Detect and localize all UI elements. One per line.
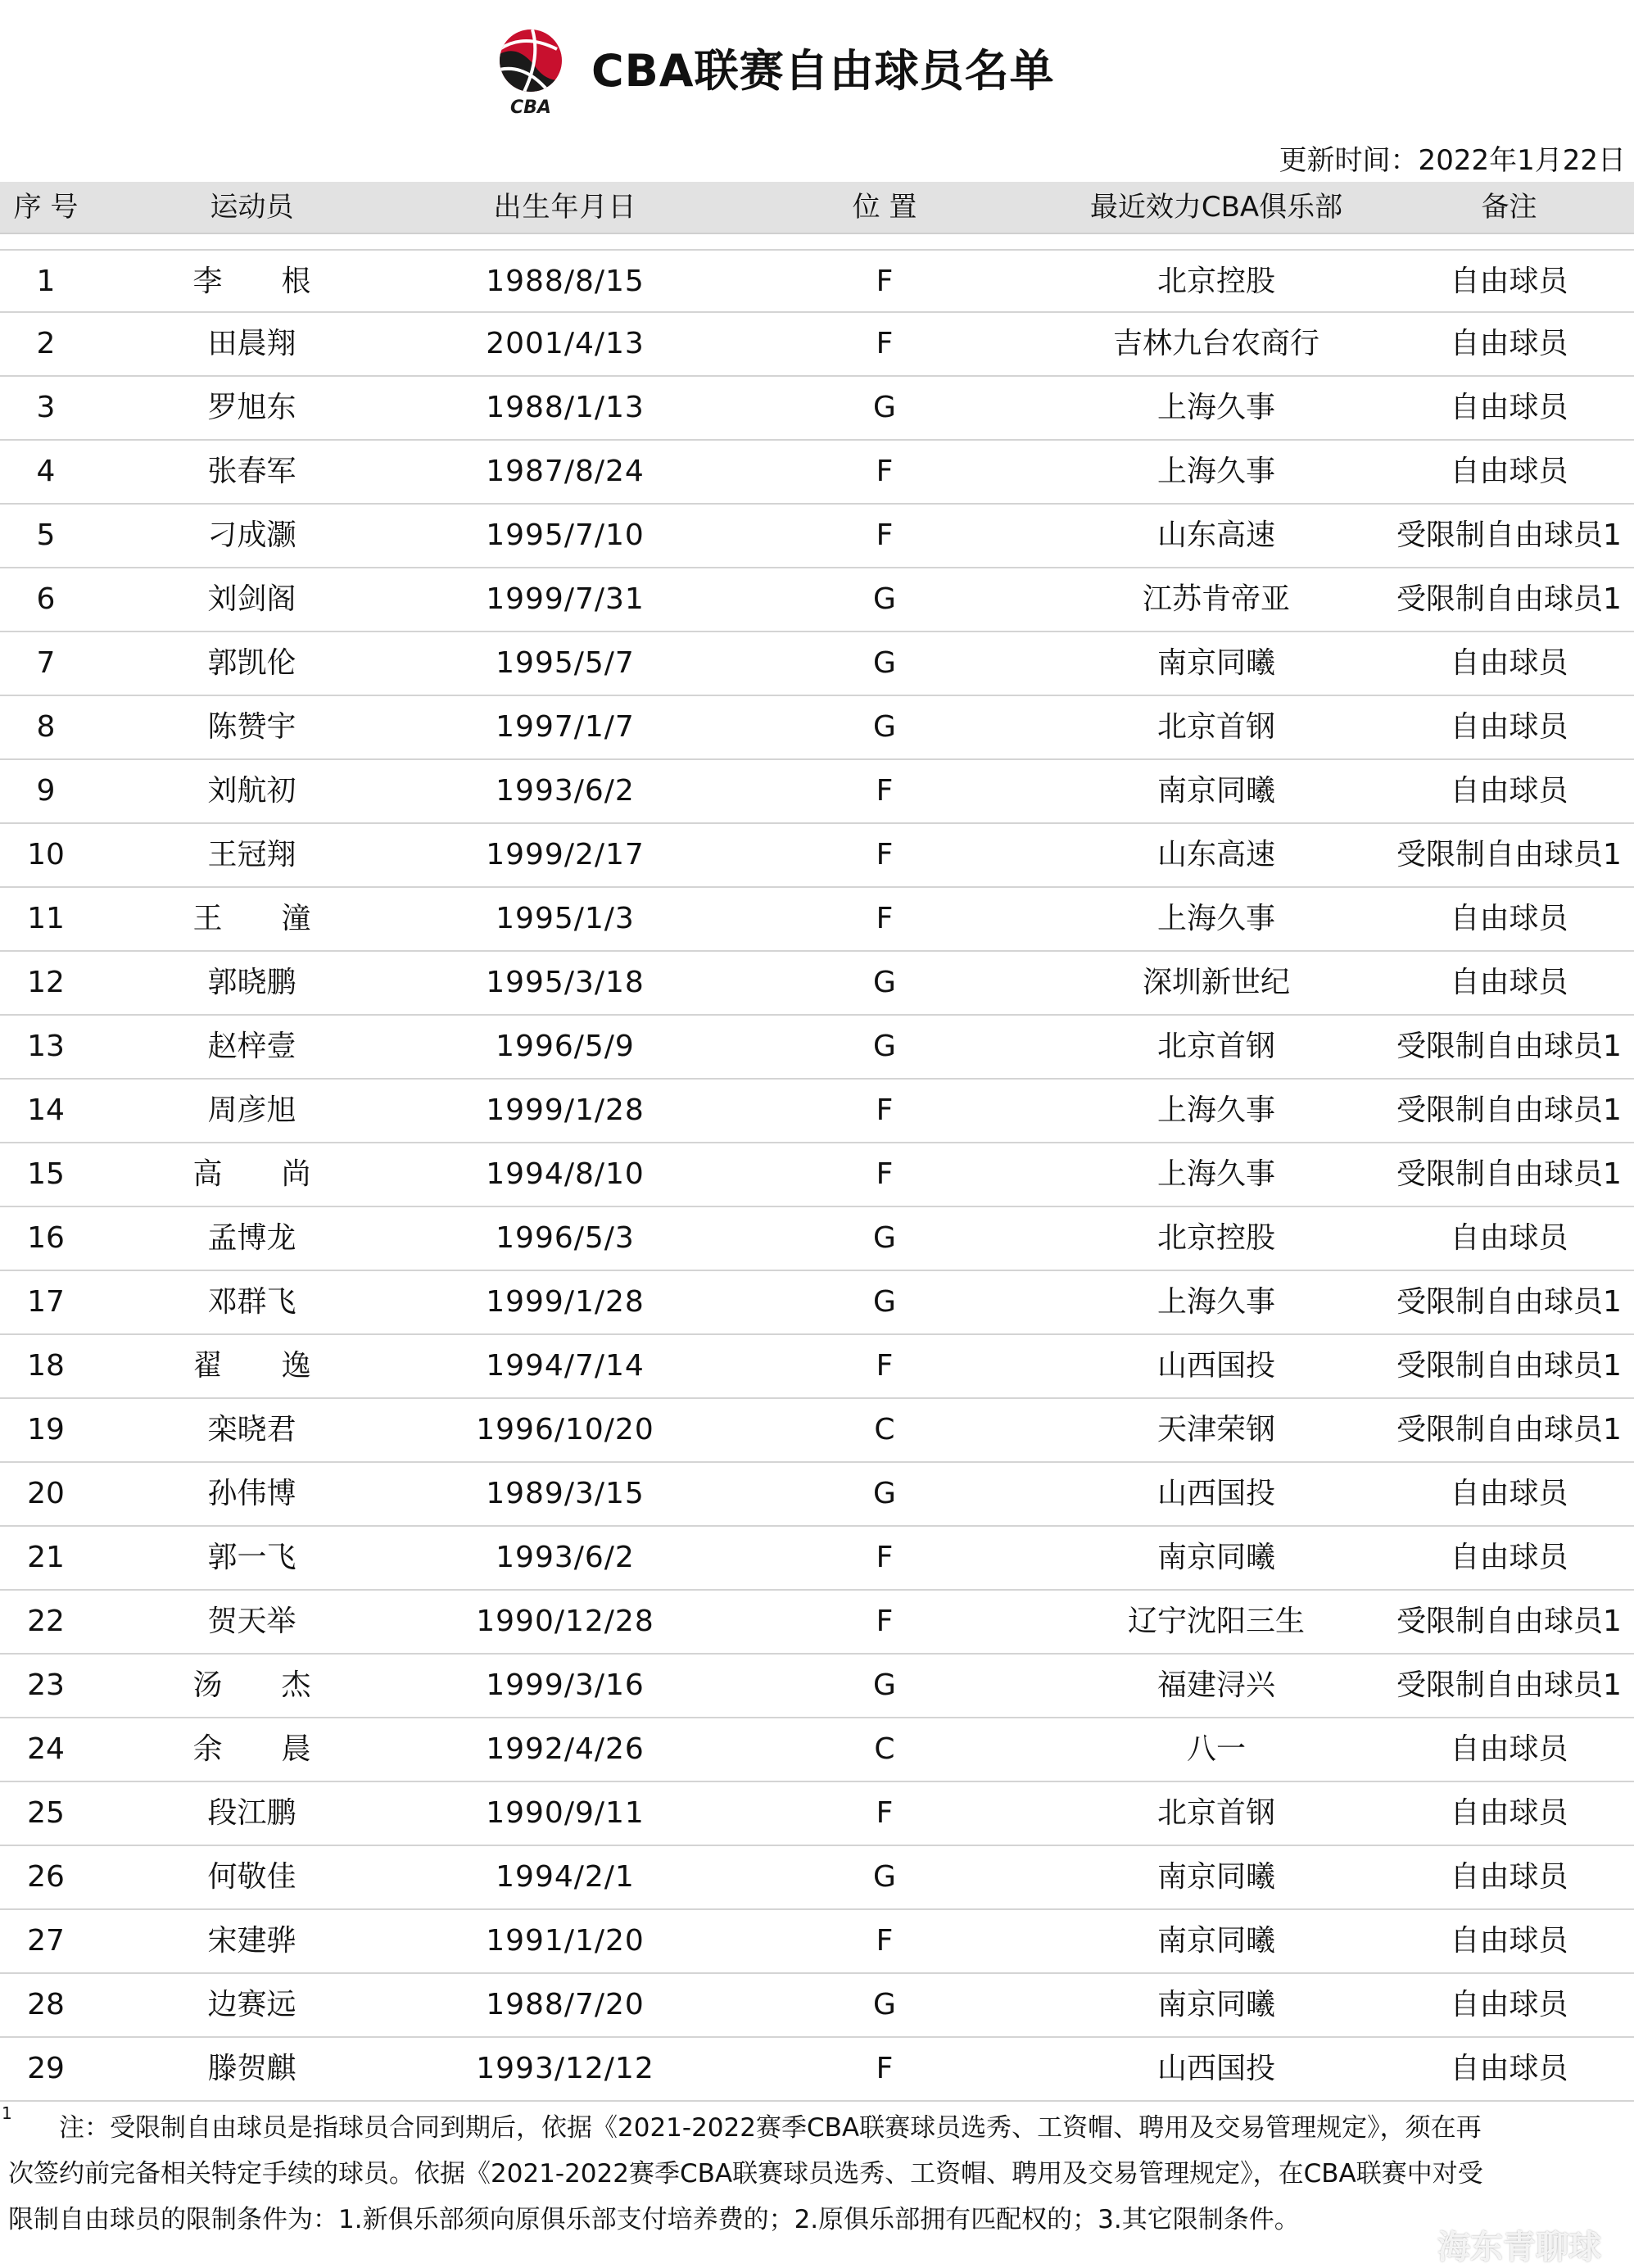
watermark: 海东青聊球 [1437, 2229, 1601, 2266]
cell-player: 张春军 [207, 455, 296, 488]
cell-note: 自由球员 [1450, 1541, 1568, 1574]
cell-note: 自由球员 [1450, 710, 1568, 744]
cell-birth: 1990/9/11 [486, 1796, 645, 1830]
cell-player: 宋建骅 [207, 1924, 296, 1958]
cell-no: 29 [27, 2052, 65, 2085]
table-row [0, 824, 1634, 888]
cell-note: 受限制自由球员1 [1396, 1413, 1622, 1446]
cell-birth: 1990/12/28 [476, 1605, 654, 1638]
cell-no: 15 [27, 1157, 65, 1191]
table-row [0, 1271, 1634, 1335]
cell-note: 自由球员 [1450, 1988, 1568, 2021]
cell-birth: 1999/2/17 [486, 838, 645, 871]
cell-club: 八一 [1186, 1732, 1246, 1766]
cell-no: 2 [36, 327, 56, 360]
cell-note: 自由球员 [1450, 1477, 1568, 1510]
cell-note: 受限制自由球员1 [1396, 1605, 1622, 1638]
cell-club: 山西国投 [1156, 2052, 1275, 2085]
cell-club: 福建浔兴 [1156, 1668, 1275, 1702]
cell-no: 6 [36, 582, 56, 616]
table-row [0, 696, 1634, 760]
cell-club: 上海久事 [1156, 902, 1275, 935]
cell-no: 19 [27, 1413, 65, 1446]
cell-position: F [876, 1541, 894, 1574]
cell-no: 13 [27, 1030, 65, 1063]
cell-birth: 2001/4/13 [486, 327, 645, 360]
cell-player: 郭一飞 [207, 1541, 296, 1574]
cell-birth: 1994/8/10 [486, 1157, 645, 1191]
table-row [0, 1016, 1634, 1080]
cell-position: G [873, 710, 896, 744]
cell-club: 上海久事 [1156, 1093, 1275, 1127]
header-note: 备注 [1481, 191, 1537, 224]
cell-club: 上海久事 [1156, 1157, 1275, 1191]
cell-club: 北京控股 [1156, 265, 1275, 298]
table-row [0, 1846, 1634, 1910]
cell-club: 上海久事 [1156, 455, 1275, 488]
header-birth: 出生年月日 [493, 191, 637, 224]
cell-birth: 1999/1/28 [486, 1285, 645, 1319]
cell-player: 孟博龙 [207, 1221, 296, 1255]
cell-club: 吉林九台农商行 [1112, 327, 1319, 360]
cell-birth: 1993/6/2 [496, 774, 635, 808]
cell-birth: 1995/7/10 [486, 518, 645, 552]
header-position: 位 置 [852, 191, 917, 224]
cell-note: 受限制自由球员1 [1396, 518, 1622, 552]
cell-position: G [873, 1030, 896, 1063]
update-time: 更新时间：2022年1月22日 [1279, 144, 1626, 177]
cell-position: F [876, 774, 894, 808]
cell-no: 24 [27, 1732, 65, 1766]
cell-no: 23 [27, 1668, 65, 1702]
cell-position: G [873, 1860, 896, 1894]
cell-club: 山东高速 [1156, 518, 1275, 552]
header-player: 运动员 [210, 191, 294, 224]
table-row [0, 1910, 1634, 1974]
cell-position: F [876, 838, 894, 871]
table-row [0, 760, 1634, 824]
cell-note: 受限制自由球员1 [1396, 1349, 1622, 1383]
cell-note: 自由球员 [1450, 1924, 1568, 1958]
footnote-marker: 1 [2, 2103, 12, 2123]
cell-player: 周彦旭 [207, 1093, 296, 1127]
cell-player: 王 潼 [192, 902, 311, 935]
table-row [0, 1718, 1634, 1782]
cell-position: F [876, 1796, 894, 1830]
cell-birth: 1988/8/15 [486, 265, 645, 298]
cell-no: 25 [27, 1796, 65, 1830]
svg-text:CBA: CBA [510, 97, 551, 118]
cell-note: 受限制自由球员1 [1396, 1030, 1622, 1063]
header-no: 序 号 [13, 191, 79, 224]
table-header [0, 182, 1634, 234]
cell-club: 北京首钢 [1156, 710, 1275, 744]
cell-club: 山东高速 [1156, 838, 1275, 871]
cell-position: F [876, 1605, 894, 1638]
cell-note: 受限制自由球员1 [1396, 838, 1622, 871]
cell-position: G [873, 966, 896, 999]
cell-player: 余 晨 [192, 1732, 311, 1766]
cell-position: G [873, 1668, 896, 1702]
table-row [0, 632, 1634, 696]
cell-no: 5 [36, 518, 56, 552]
cell-position: G [873, 1988, 896, 2021]
cell-birth: 1993/6/2 [496, 1541, 635, 1574]
cell-birth: 1993/12/12 [476, 2052, 654, 2085]
cell-birth: 1994/2/1 [496, 1860, 635, 1894]
cell-no: 9 [36, 774, 56, 808]
cell-position: F [876, 1349, 894, 1383]
cell-birth: 1995/1/3 [496, 902, 635, 935]
cell-club: 南京同曦 [1156, 774, 1275, 808]
cell-player: 郭凯伦 [207, 646, 296, 680]
cell-no: 28 [27, 1988, 65, 2021]
table-row [0, 1463, 1634, 1527]
cell-position: F [876, 1157, 894, 1191]
cell-position: F [876, 902, 894, 935]
cell-no: 16 [27, 1221, 65, 1255]
cell-no: 1 [36, 265, 56, 298]
cell-player: 翟 逸 [192, 1349, 311, 1383]
cell-club: 上海久事 [1156, 1285, 1275, 1319]
cell-birth: 1997/1/7 [496, 710, 635, 744]
cell-no: 18 [27, 1349, 65, 1383]
cell-note: 自由球员 [1450, 1860, 1568, 1894]
cell-club: 南京同曦 [1156, 1988, 1275, 2021]
table-row [0, 441, 1634, 505]
table-row [0, 568, 1634, 632]
cell-birth: 1999/3/16 [486, 1668, 645, 1702]
cell-club: 北京首钢 [1156, 1796, 1275, 1830]
cell-club: 南京同曦 [1156, 1860, 1275, 1894]
table-row [0, 505, 1634, 568]
table-row [0, 1591, 1634, 1655]
cell-birth: 1994/7/14 [486, 1349, 645, 1383]
cell-birth: 1992/4/26 [486, 1732, 645, 1766]
cell-player: 邓群飞 [207, 1285, 296, 1319]
cell-note: 受限制自由球员1 [1396, 582, 1622, 616]
table-row [0, 952, 1634, 1016]
table-row [0, 249, 1634, 313]
cell-position: G [873, 646, 896, 680]
cell-note: 受限制自由球员1 [1396, 1093, 1622, 1127]
cell-note: 自由球员 [1450, 774, 1568, 808]
cell-position: G [873, 1285, 896, 1319]
cell-player: 郭晓鹏 [207, 966, 296, 999]
footnote [8, 2105, 1626, 2243]
footnote-line: 次签约前完备相关特定手续的球员。依据《2021-2022赛季CBA联赛球员选秀、工资帽、聘用及交易管理规定》，在CBA联赛中对受 [8, 2159, 1483, 2189]
cell-position: F [876, 455, 894, 488]
cell-birth: 1995/5/7 [496, 646, 635, 680]
cell-birth: 1996/10/20 [476, 1413, 654, 1446]
cell-no: 26 [27, 1860, 65, 1894]
cell-note: 自由球员 [1450, 455, 1568, 488]
cell-note: 受限制自由球员1 [1396, 1285, 1622, 1319]
table-row [0, 888, 1634, 952]
table-row [0, 1143, 1634, 1207]
cell-club: 山西国投 [1156, 1349, 1275, 1383]
cell-position: C [874, 1732, 895, 1766]
table-row [0, 1782, 1634, 1846]
cell-note: 自由球员 [1450, 1796, 1568, 1830]
cell-position: F [876, 1924, 894, 1958]
cell-player: 赵梓壹 [207, 1030, 296, 1063]
cell-birth: 1991/1/20 [486, 1924, 645, 1958]
cell-position: G [873, 1477, 896, 1510]
cell-player: 李 根 [192, 265, 311, 298]
cell-note: 受限制自由球员1 [1396, 1668, 1622, 1702]
cell-club: 天津荣钢 [1156, 1413, 1275, 1446]
page-title: CBA联赛自由球员名单 [591, 45, 1055, 97]
cell-note: 自由球员 [1450, 391, 1568, 424]
cell-birth: 1988/1/13 [486, 391, 645, 424]
cell-no: 14 [27, 1093, 65, 1127]
cell-club: 南京同曦 [1156, 646, 1275, 680]
cell-player: 汤 杰 [192, 1668, 311, 1702]
cell-no: 22 [27, 1605, 65, 1638]
footnote-line: 限制自由球员的限制条件为：1.新俱乐部须向原俱乐部支付培养费的；2.原俱乐部拥有匹配权的；3.其它限制条件。 [8, 2205, 1300, 2234]
cell-player: 刁成灏 [207, 518, 296, 552]
cell-birth: 1996/5/3 [496, 1221, 635, 1255]
header-club: 最近效力CBA俱乐部 [1089, 191, 1343, 224]
cell-club: 辽宁沈阳三生 [1127, 1605, 1305, 1638]
cell-note: 自由球员 [1450, 327, 1568, 360]
cell-position: F [876, 518, 894, 552]
cell-birth: 1996/5/9 [496, 1030, 635, 1063]
cell-player: 边赛远 [207, 1988, 296, 2021]
cell-position: F [876, 1093, 894, 1127]
table-body [0, 249, 1634, 2102]
cell-no: 21 [27, 1541, 65, 1574]
cell-birth: 1999/1/28 [486, 1093, 645, 1127]
cell-player: 段江鹏 [207, 1796, 296, 1830]
cell-no: 11 [27, 902, 65, 935]
cell-note: 自由球员 [1450, 2052, 1568, 2085]
cell-player: 栾晓君 [207, 1413, 296, 1446]
footnote-line: 注：受限制自由球员是指球员合同到期后，依据《2021-2022赛季CBA联赛球员选秀、工资帽、聘用及交易管理规定》，须在再 [8, 2113, 1482, 2143]
cell-player: 王冠翔 [207, 838, 296, 871]
cell-note: 自由球员 [1450, 1732, 1568, 1766]
cell-player: 刘剑阁 [207, 582, 296, 616]
cell-birth: 1989/3/15 [486, 1477, 645, 1510]
cell-player: 高 尚 [192, 1157, 311, 1191]
cell-player: 滕贺麒 [207, 2052, 296, 2085]
cell-note: 自由球员 [1450, 1221, 1568, 1255]
cba-logo-icon [491, 25, 570, 120]
cell-birth: 1995/3/18 [486, 966, 645, 999]
cell-player: 陈赞宇 [207, 710, 296, 744]
page-header [0, 0, 1634, 135]
cell-player: 田晨翔 [207, 327, 296, 360]
cell-player: 何敬佳 [207, 1860, 296, 1894]
table-row [0, 1080, 1634, 1143]
cell-club: 山西国投 [1156, 1477, 1275, 1510]
cell-no: 4 [36, 455, 56, 488]
cell-player: 贺天举 [207, 1605, 296, 1638]
table-row [0, 377, 1634, 441]
cell-club: 南京同曦 [1156, 1541, 1275, 1574]
cell-no: 3 [36, 391, 56, 424]
table-row [0, 1335, 1634, 1399]
cell-club: 南京同曦 [1156, 1924, 1275, 1958]
cell-birth: 1987/8/24 [486, 455, 645, 488]
table-row [0, 1655, 1634, 1718]
cell-no: 8 [36, 710, 56, 744]
cell-club: 北京控股 [1156, 1221, 1275, 1255]
cell-player: 刘航初 [207, 774, 296, 808]
table-row [0, 1974, 1634, 2038]
cell-note: 受限制自由球员1 [1396, 1157, 1622, 1191]
cell-player: 孙伟博 [207, 1477, 296, 1510]
cell-birth: 1999/7/31 [486, 582, 645, 616]
table-row [0, 313, 1634, 377]
table-row [0, 1207, 1634, 1271]
table-row [0, 2038, 1634, 2102]
cell-club: 北京首钢 [1156, 1030, 1275, 1063]
cell-note: 自由球员 [1450, 265, 1568, 298]
cell-club: 上海久事 [1156, 391, 1275, 424]
cell-player: 罗旭东 [207, 391, 296, 424]
cell-note: 自由球员 [1450, 902, 1568, 935]
cell-no: 7 [36, 646, 56, 680]
cell-position: G [873, 391, 896, 424]
table-row [0, 1527, 1634, 1591]
cell-position: F [876, 265, 894, 298]
cell-note: 自由球员 [1450, 646, 1568, 680]
cell-no: 10 [27, 838, 65, 871]
cell-position: F [876, 2052, 894, 2085]
cell-birth: 1988/7/20 [486, 1988, 645, 2021]
cell-no: 12 [27, 966, 65, 999]
table-row [0, 1399, 1634, 1463]
cell-position: G [873, 1221, 896, 1255]
cell-no: 17 [27, 1285, 65, 1319]
cell-club: 深圳新世纪 [1142, 966, 1290, 999]
cell-no: 20 [27, 1477, 65, 1510]
cell-club: 江苏肯帝亚 [1142, 582, 1290, 616]
cell-position: G [873, 582, 896, 616]
cell-note: 自由球员 [1450, 966, 1568, 999]
cell-position: F [876, 327, 894, 360]
cell-no: 27 [27, 1924, 65, 1958]
cell-position: C [874, 1413, 895, 1446]
